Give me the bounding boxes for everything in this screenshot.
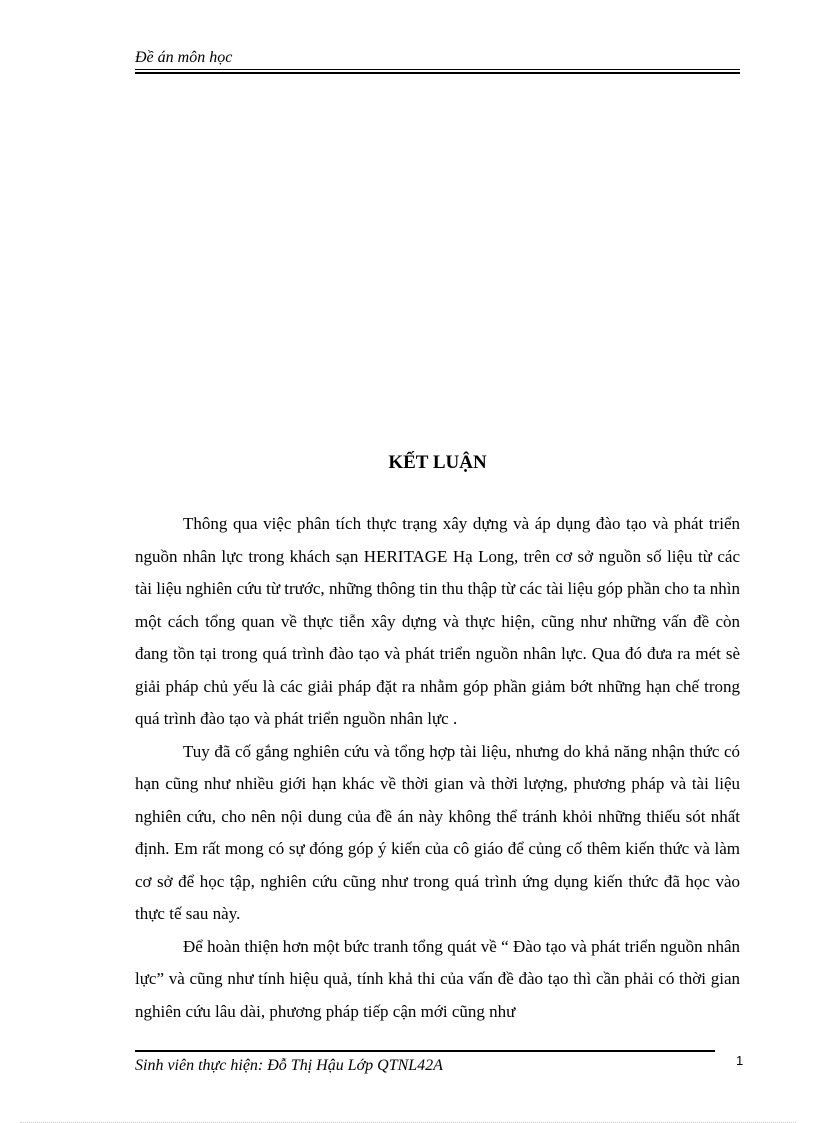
header-rule-thin — [135, 69, 740, 70]
paragraph-2: Tuy đã cố gắng nghiên cứu và tổng hợp tài liệu, nhưng do khả năng nhận thức có hạn cũng như nhiều giới hạn khác về thời gian và thời lượng, phương pháp và tài liệu nghiên cứu, cho nên nội dung của đề án này không thể tránh khỏi những thiếu sót nhất định. Em rất mong có sự đóng góp ý kiến của cô giáo để củng cố thêm kiến thức và làm cơ sở để học tập, nghiên cứu cũng như trong quá trình ứng dụng kiến thức đã học vào thực tế sau này. — [135, 741, 740, 923]
section-title: KẾT LUẬN — [388, 452, 487, 473]
footer-rule — [135, 1050, 715, 1052]
page-number: 1 — [736, 1053, 744, 1068]
page-footer: Sinh viên thực hiện: Đỗ Thị Hậu Lớp QTNL42A — [135, 1057, 443, 1074]
paragraph-1: Thông qua việc phân tích thực trạng xây dựng và áp dụng đào tạo và phát triển nguồn nhân lực trong khách sạn HERITAGE Hạ Long, trên cơ sở nguồn số liệu từ các tài liệu nghiên cứu từ trước, những thông tin thu thập từ các tài liệu góp phần cho ta nhìn một cách tổng quan về thực tiễn xây dựng và thực hiện, cũng như những vấn đề còn đang tồn tại trong quá trình đào tạo và phát triển nguồn nhân lực. Qua đó đưa ra mét sè giải pháp chủ yếu là các giải pháp đặt ra nhằm góp phần giảm bớt những hạn chế trong quá trình đào tạo và phát triển nguồn nhân lực . — [135, 514, 740, 728]
paragraph-3: Để hoàn thiện hơn một bức tranh tổng quát về “ Đào tạo và phát triển nguồn nhân lực” và cũng như tính hiệu quả, tính khả thi của vấn đề đào tạo thì cần phải có thời gian nghiên cứu lâu dài, phương pháp tiếp cận mới cũng như — [135, 936, 740, 1021]
page-header: Đề án môn học — [135, 49, 233, 66]
header-rule-thick — [135, 72, 740, 74]
body-text — [135, 508, 740, 1028]
